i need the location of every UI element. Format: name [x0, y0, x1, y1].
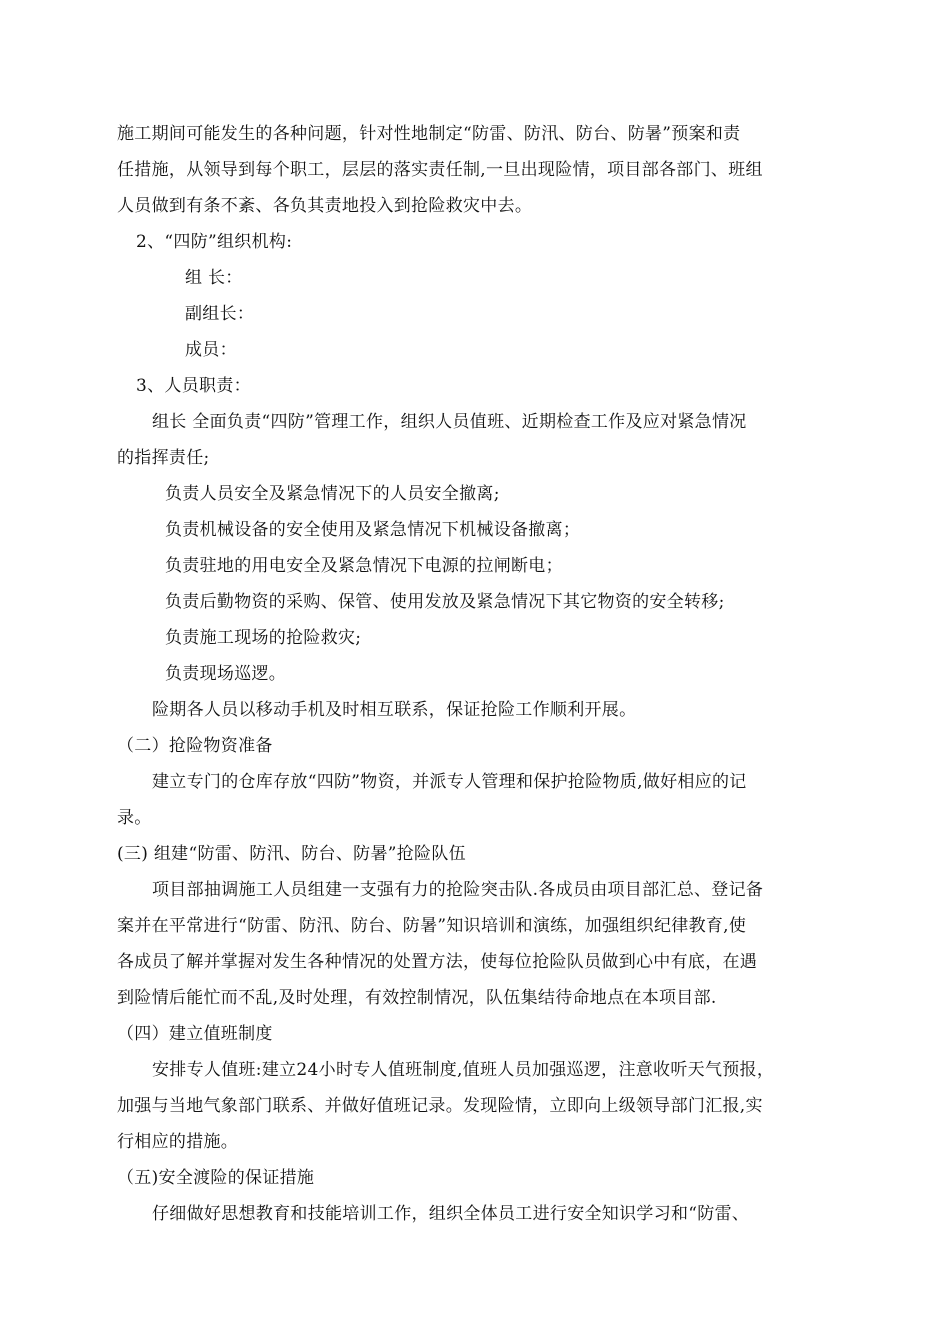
text-line: 各成员了解并掌握对发生各种情况的处置方法，使每位抢险队员做到心中有底，在遇: [117, 952, 758, 972]
section-heading: 2、“四防”组织机构:: [136, 232, 293, 252]
text-line: 安排专人值班:建立24小时专人值班制度,值班人员加强巡逻，注意收听天气预报，: [152, 1060, 775, 1080]
text-line: 建立专门的仓库存放“四防”物资，并派专人管理和保护抢险物质,做好相应的记: [152, 772, 747, 792]
text-line: 录。: [117, 808, 152, 828]
text-line: 仔细做好思想教育和技能培训工作，组织全体员工进行安全知识学习和“防雷、: [152, 1204, 750, 1224]
text-line: 项目部抽调施工人员组建一支强有力的抢险突击队.各成员由项目部汇总、登记备: [152, 880, 764, 900]
text-line: 负责机械设备的安全使用及紧急情况下机械设备撤离；: [165, 520, 581, 540]
section-heading: （五)安全渡险的保证措施: [117, 1168, 315, 1188]
text-line: 人员做到有条不紊、各负其责地投入到抢险救灾中去。: [117, 196, 533, 216]
section-heading: （四）建立值班制度: [117, 1024, 273, 1044]
text-line: 的指挥责任;: [117, 448, 210, 468]
text-line: 行相应的措施。: [117, 1132, 239, 1152]
text-line: 负责施工现场的抢险救灾;: [165, 628, 362, 648]
text-line: 到险情后能忙而不乱,及时处理，有效控制情况，队伍集结待命地点在本项目部.: [117, 988, 717, 1008]
text-line: 负责驻地的用电安全及紧急情况下电源的拉闸断电；: [165, 556, 563, 576]
text-line: 组 长：: [185, 268, 243, 288]
text-line: 案并在平常进行“防雷、防汛、防台、防暑”知识培训和演练，加强组织纪律教育,使: [117, 916, 747, 936]
text-line: 负责后勤物资的采购、保管、使用发放及紧急情况下其它物资的安全转移;: [165, 592, 725, 612]
text-line: 成员：: [185, 340, 237, 360]
text-line: 负责人员安全及紧急情况下的人员安全撤离;: [165, 484, 500, 504]
text-line: 副组长：: [185, 304, 255, 324]
text-line: 组长 全面负责“四防”管理工作，组织人员值班、近期检查工作及应对紧急情况: [152, 412, 747, 432]
section-heading: 3、人员职责：: [136, 376, 251, 396]
text-line: 施工期间可能发生的各种问题，针对性地制定“防雷、防汛、防台、防暑”预案和责: [117, 124, 741, 144]
text-line: 负责现场巡逻。: [165, 664, 287, 684]
text-line: 险期各人员以移动手机及时相互联系，保证抢险工作顺利开展。: [152, 700, 637, 720]
text-line: 任措施，从领导到每个职工，层层的落实责任制,一旦出现险情，项目部各部门、班组: [117, 160, 763, 180]
section-heading: （二）抢险物资准备: [117, 736, 273, 756]
text-line: 加强与当地气象部门联系、并做好值班记录。发现险情，立即向上级领导部门汇报,实: [117, 1096, 763, 1116]
section-heading: (三) 组建“防雷、防汛、防台、防暑”抢险队伍: [117, 844, 466, 864]
